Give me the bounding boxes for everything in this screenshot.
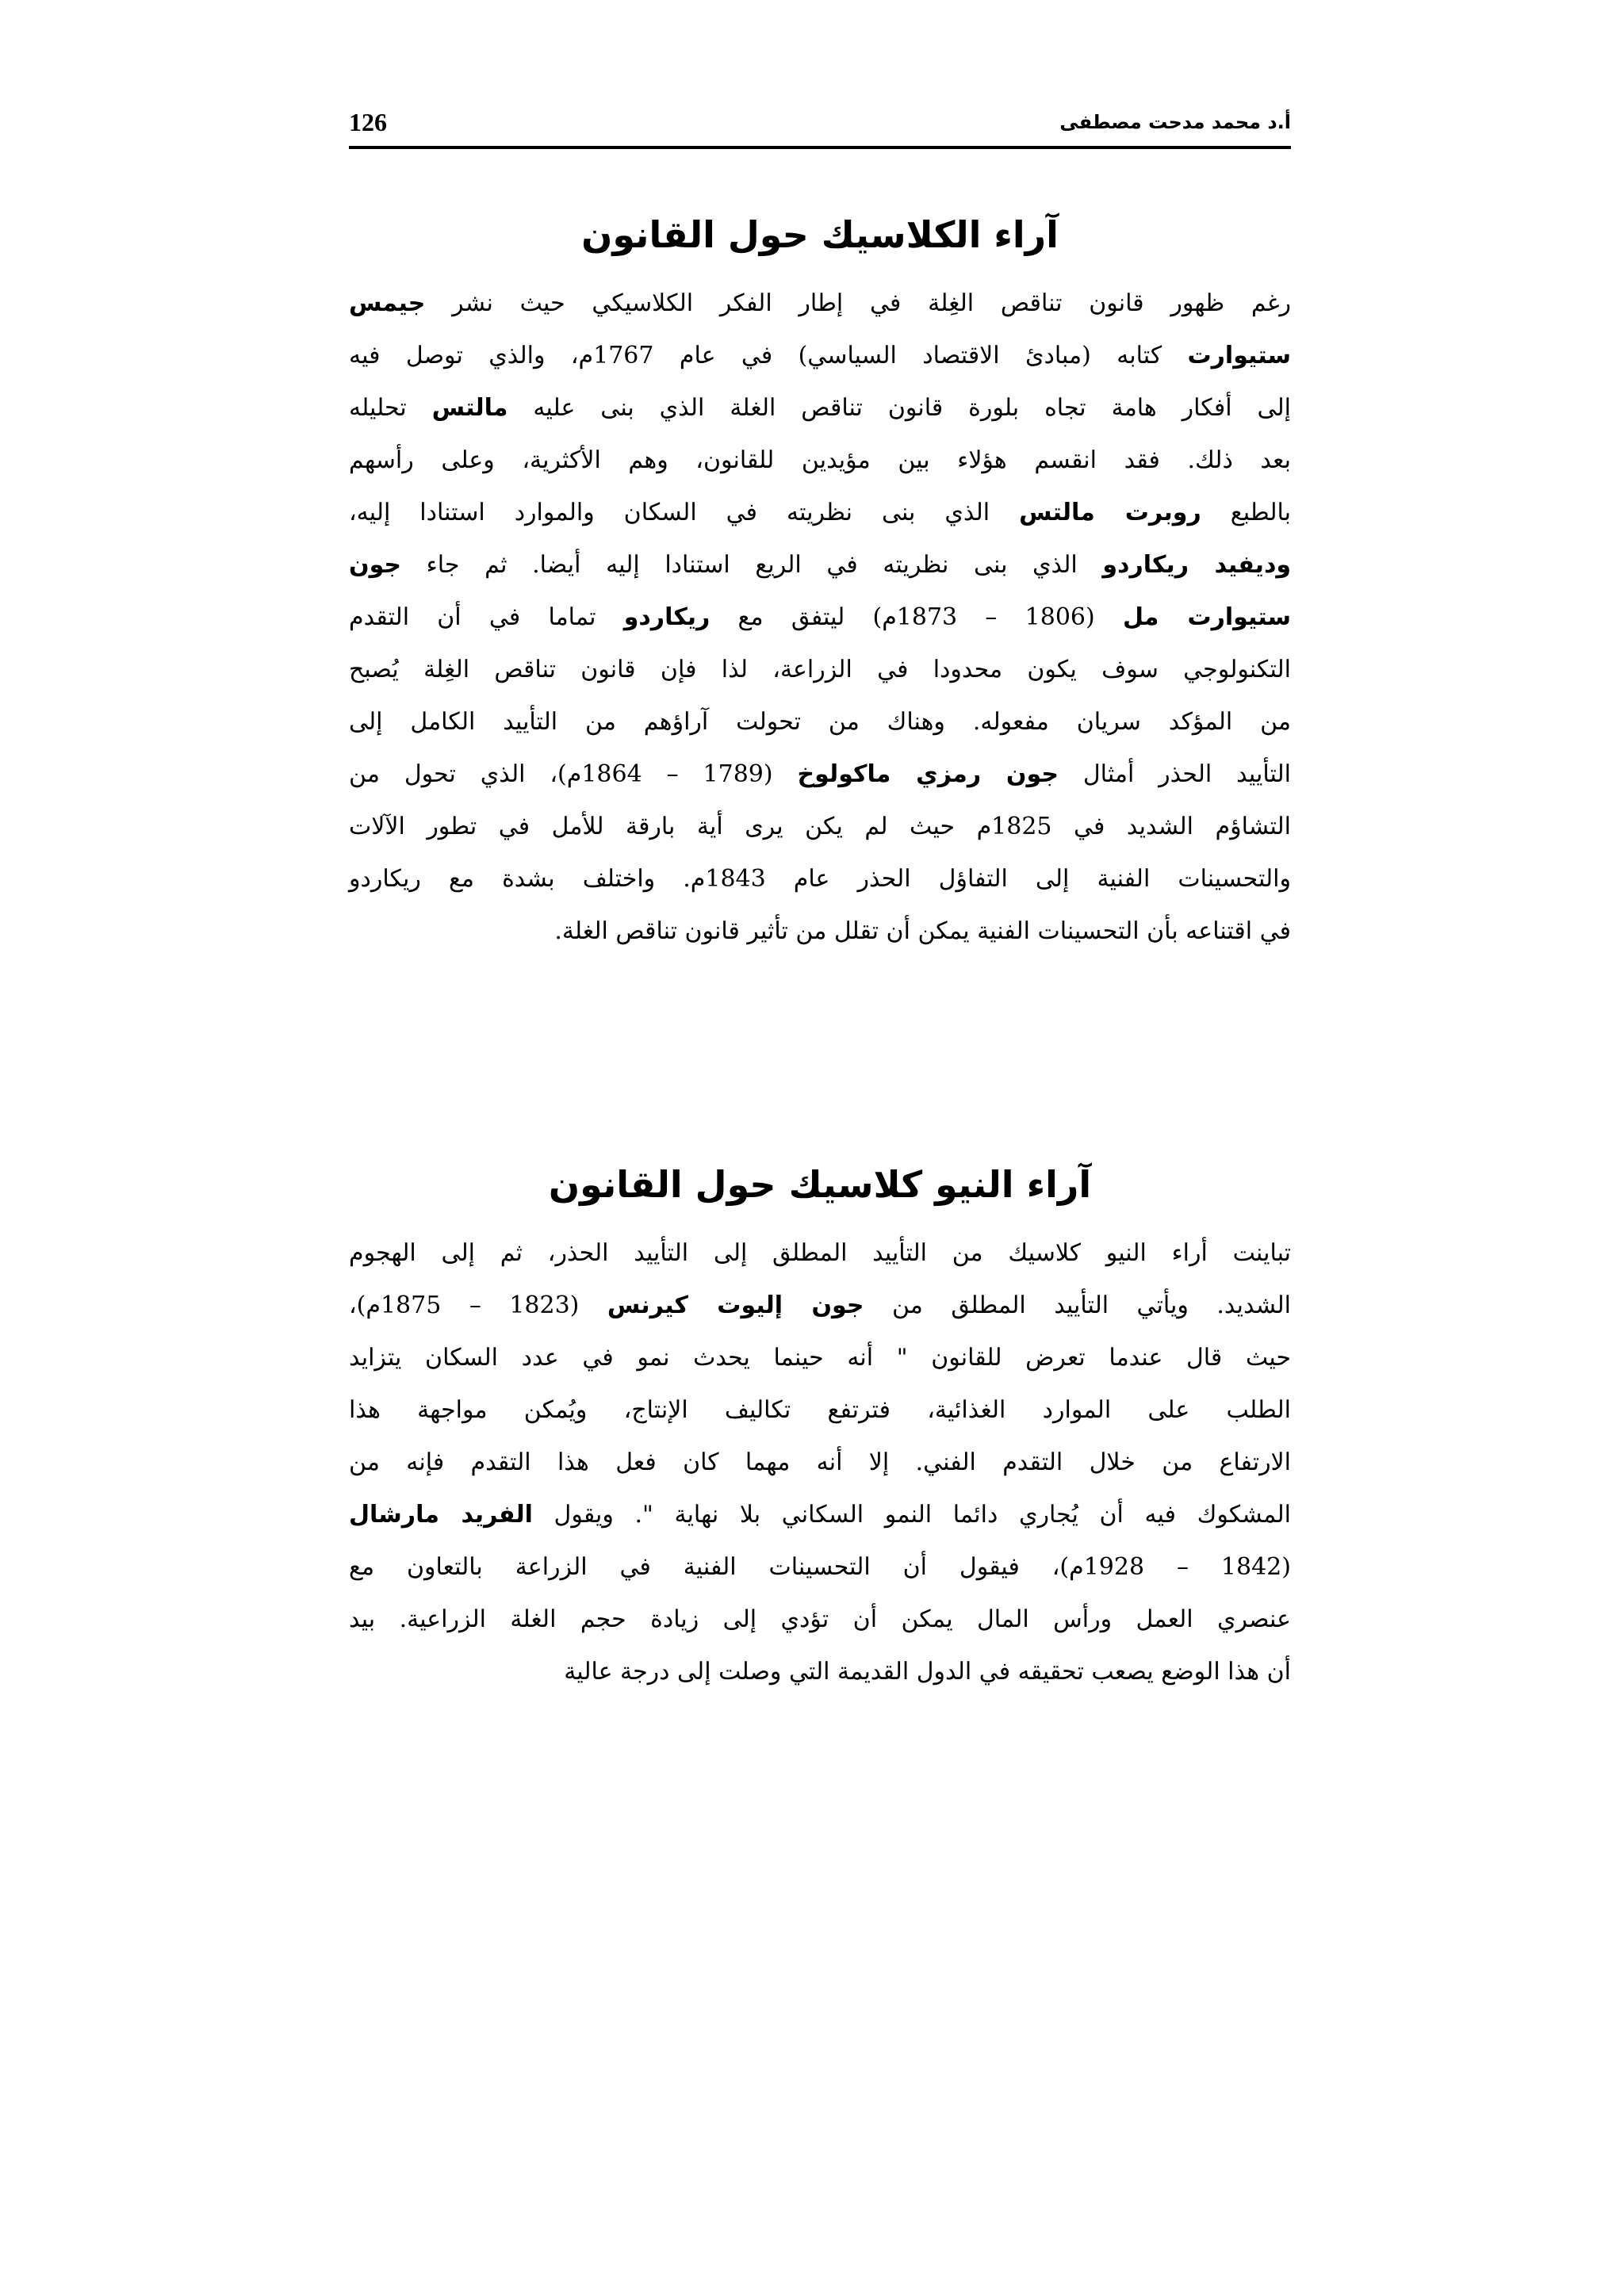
text-run: المشكوك فيه أن يُجاري دائما النمو السكاني بلا نهاية ". ويقول (532, 1501, 1291, 1529)
text-run: الذي بنى نظريته في السكان والموارد استنادا إليه، (349, 499, 1020, 526)
bold-name: جون إليوت كيرنس (607, 1292, 864, 1319)
text-run: تحليله (349, 394, 432, 422)
text-run: أن هذا الوضع يصعب تحقيقه في الدول القديمة التي وصلت إلى درجة عالية (564, 1658, 1291, 1686)
text-line (349, 1646, 1291, 1698)
text-run: التكنولوجي سوف يكون محدودا في الزراعة، لذا فإن قانون تناقص الغِلة يُصبح (349, 656, 1291, 683)
bold-name: ستيوارت (1187, 342, 1292, 369)
text-line (349, 1541, 1291, 1594)
text-line (349, 382, 1291, 434)
text-line (349, 1280, 1291, 1332)
text-line (349, 801, 1291, 853)
section-title-neoclassical: آراء النيو كلاسيك حول القانون (548, 1163, 1092, 1206)
page-header (349, 100, 1291, 147)
text-run: تماما في أن التقدم (349, 603, 624, 631)
header-divider (349, 146, 1291, 149)
bold-name: ريكاردو (623, 603, 710, 631)
text-line (349, 1489, 1291, 1541)
running-head-author: أ.د محمد مدحت مصطفى (1059, 111, 1291, 133)
section-title-classical: آراء الكلاسيك حول القانون (581, 213, 1059, 256)
text-run: (1806 – 1873م) ليتفق مع (710, 603, 1123, 631)
text-run: بعد ذلك. فقد انقسم هؤلاء بين مؤيدين للقانون، وهم الأكثرية، وعلى رأسهم (349, 446, 1291, 474)
text-line (349, 330, 1291, 382)
text-line (349, 644, 1291, 696)
text-run: (1842 – 1928م)، فيقول أن التحسينات الفنية في الزراعة بالتعاون مع (349, 1553, 1291, 1581)
text-line (349, 277, 1291, 330)
text-run: كتابه (مبادئ الاقتصاد السياسي) في عام 1767م، والذي توصل فيه (349, 342, 1188, 369)
text-line (349, 434, 1291, 487)
bold-name: مالتس (431, 394, 508, 422)
bold-name: جيمس (349, 289, 426, 317)
text-run: والتحسينات الفنية إلى التفاؤل الحذر عام 1843م. واختلف بشدة مع ريكاردو (349, 865, 1291, 893)
text-run: حيث قال عندما تعرض للقانون " أنه حينما يحدث نمو في عدد السكان يتزايد (349, 1344, 1291, 1372)
text-run: عنصري العمل ورأس المال يمكن أن تؤدي إلى زيادة حجم الغلة الزراعية. بيد (349, 1605, 1291, 1633)
text-line (349, 905, 1291, 958)
text-run: رغم ظهور قانون تناقص الغِلة في إطار الفكر الكلاسيكي حيث نشر (425, 289, 1291, 317)
text-run: التأييد الحذر أمثال (1058, 760, 1291, 788)
text-line (349, 539, 1291, 591)
text-line (349, 1437, 1291, 1489)
text-line (349, 1332, 1291, 1384)
text-run: في اقتناعه بأن التحسينات الفنية يمكن أن تقلل من تأثير قانون تناقص الغلة. (554, 917, 1291, 945)
text-run: (1823 – 1875م)، (349, 1292, 607, 1319)
text-run: تباينت أراء النيو كلاسيك من التأييد المطلق إلى التأييد الحذر، ثم إلى الهجوم (349, 1239, 1291, 1267)
text-line (349, 591, 1291, 644)
bold-name: جون رمزي ماكولوخ (797, 760, 1059, 788)
bold-name: ستيوارت مل (1122, 603, 1291, 631)
text-run: الشديد. ويأتي التأييد المطلق من (864, 1292, 1291, 1319)
text-line (349, 1594, 1291, 1646)
text-line (349, 748, 1291, 801)
text-run: بالطبع (1201, 499, 1291, 526)
text-run: الارتفاع من خلال التقدم الفني. إلا أنه مهما كان فعل هذا التقدم فإنه من (349, 1448, 1291, 1476)
section-body-neoclassical (349, 1227, 1291, 1698)
text-run: الذي بنى نظريته في الريع استنادا إليه أيضا. ثم جاء (401, 551, 1103, 579)
text-line (349, 1384, 1291, 1437)
text-line (349, 853, 1291, 905)
section-body-classical (349, 277, 1291, 958)
bold-name: جون (349, 551, 402, 579)
text-line (349, 696, 1291, 748)
text-run: الطلب على الموارد الغذائية، فترتفع تكاليف الإنتاج، ويُمكن مواجهة هذا (349, 1396, 1291, 1424)
text-line (349, 487, 1291, 539)
text-line (349, 1227, 1291, 1280)
text-run: من المؤكد سريان مفعوله. وهناك من تحولت آراؤهم من التأييد الكامل إلى (349, 708, 1291, 736)
page-number: 126 (349, 108, 387, 136)
bold-name: الفريد مارشال (349, 1501, 533, 1529)
bold-name: روبرت مالتس (1019, 499, 1201, 526)
text-run: التشاؤم الشديد في 1825م حيث لم يكن يرى أية بارقة للأمل في تطور الآلات (349, 813, 1291, 840)
bold-name: وديفيد ريكاردو (1102, 551, 1291, 579)
text-run: (1789 – 1864م)، الذي تحول من (349, 760, 798, 788)
text-run: إلى أفكار هامة تجاه بلورة قانون تناقص الغلة الذي بنى عليه (508, 394, 1291, 422)
